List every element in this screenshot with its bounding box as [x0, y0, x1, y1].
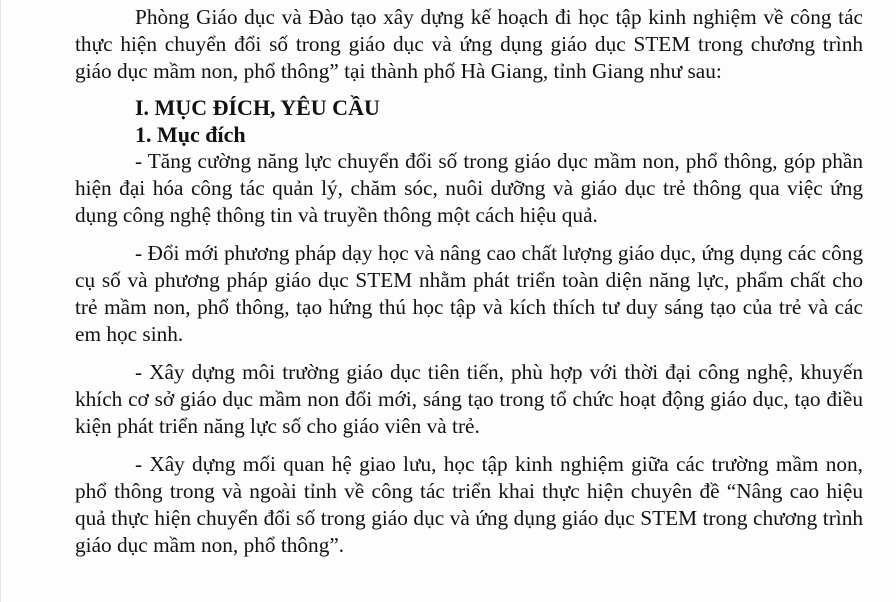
document-body [75, 4, 863, 570]
subsection-heading: 1. Mục đích [135, 122, 246, 147]
purpose-paragraph-4: - Xây dựng mối quan hệ giao lưu, học tập kinh nghiệm giữa các trường mầm non, phổ thông trong và ngoài tỉnh về công tác triển khai thực hiện chuyên đề “Nâng cao hiệu quả thực hiện chuyển đổi số trong giáo dục và ứng dụng giáo dục STEM trong chương trình giáo dục mầm non, phổ thông”. [75, 452, 863, 557]
intro-paragraph: Phòng Giáo dục và Đào tạo xây dựng kế hoạch đi học tập kinh nghiệm về công tác thực hiện chuyển đổi số trong giáo dục và ứng dụng giáo dục STEM trong chương trình giáo dục mầm non, phổ thông” tại thành phố Hà Giang, tỉnh Giang như sau: [75, 5, 863, 83]
section-heading: I. MỤC ĐÍCH, YÊU CẦU [135, 95, 380, 120]
purpose-paragraph-1: - Tăng cường năng lực chuyển đổi số trong giáo dục mầm non, phổ thông, góp phần hiện đại hóa công tác quản lý, chăm sóc, nuôi dưỡng và giáo dục trẻ thông qua việc ứng dụng công nghệ thông tin và truyền thông một cách hiệu quả. [75, 149, 863, 227]
purpose-paragraph-3: - Xây dựng môi trường giáo dục tiên tiến, phù hợp với thời đại công nghệ, khuyến khích cơ sở giáo dục mầm non đổi mới, sáng tạo trong tổ chức hoạt động giáo dục, tạo điều kiện phát triển năng lực số cho giáo viên và trẻ. [75, 360, 863, 438]
purpose-paragraph-2: - Đổi mới phương pháp dạy học và nâng cao chất lượng giáo dục, ứng dụng các công cụ số và phương pháp giáo dục STEM nhằm phát triển toàn diện năng lực, phẩm chất cho trẻ mầm non, phổ thông, tạo hứng thú học tập và kích thích tư duy sáng tạo của trẻ và các em học sinh. [75, 241, 863, 346]
